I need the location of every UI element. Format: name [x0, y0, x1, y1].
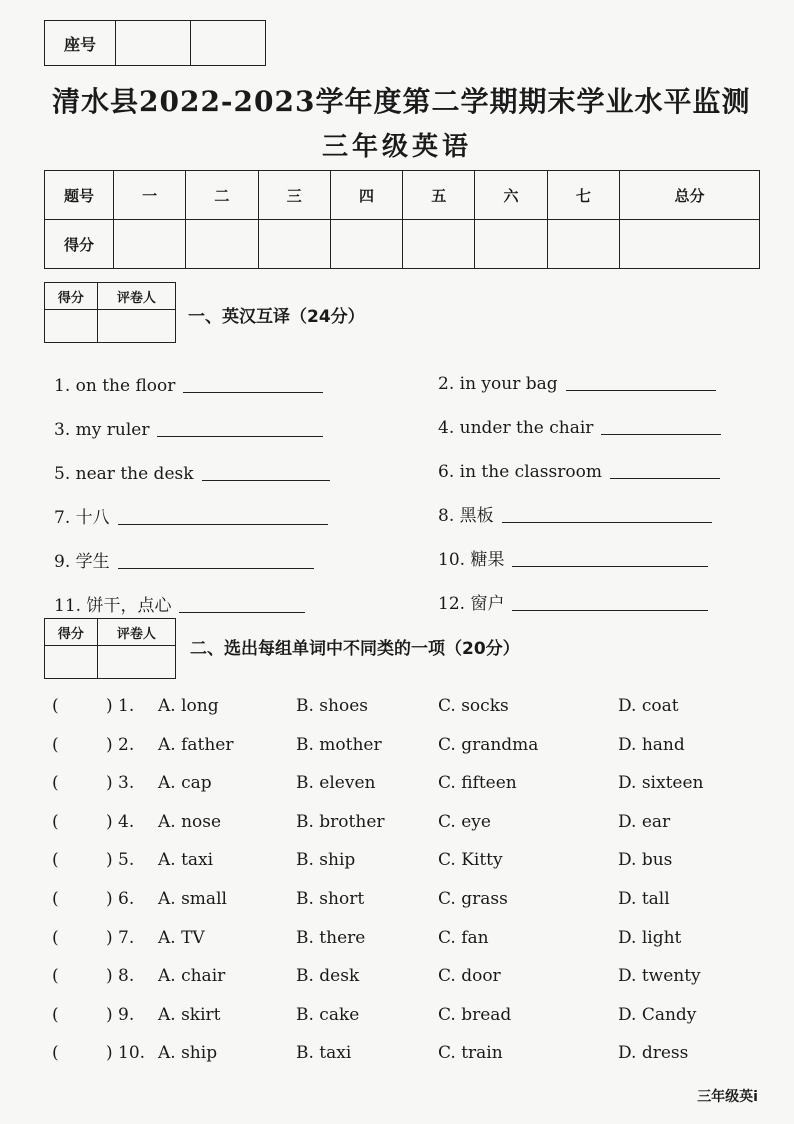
option-b: B. shoes: [296, 696, 368, 716]
option-b: B. eleven: [296, 773, 376, 793]
item-number: 2.: [438, 374, 455, 394]
option-b: B. ship: [296, 850, 356, 870]
translation-item: [54, 528, 330, 572]
section1-title: 一、英汉互译（24分）: [188, 307, 365, 327]
score-cell[interactable]: [475, 220, 547, 269]
option-b: B. there: [296, 928, 366, 948]
seat-cell-2[interactable]: [191, 21, 266, 66]
option-c: C. train: [438, 1043, 503, 1063]
item-number: 5.: [54, 464, 71, 484]
translation-item: [438, 394, 721, 438]
translation-item: [438, 570, 721, 614]
item-text: near the desk: [75, 464, 194, 484]
item-text: on the floor: [75, 376, 176, 396]
option-a: A. small: [158, 889, 227, 909]
section1-left-column: [54, 352, 330, 616]
answer-line[interactable]: [566, 389, 716, 391]
answer-line[interactable]: [183, 391, 323, 393]
seat-label: 座号: [45, 21, 116, 66]
option-d: D. Candy: [618, 1005, 697, 1025]
question-number: ) 6.: [106, 889, 135, 909]
section1-right-column: [438, 350, 721, 614]
option-c: C. grass: [438, 889, 508, 909]
column-header: 二: [186, 171, 258, 220]
option-c: C. grandma: [438, 735, 539, 755]
score-cell[interactable]: [619, 220, 759, 269]
column-header: 四: [330, 171, 402, 220]
option-d: D. ear: [618, 812, 671, 832]
option-b: B. cake: [296, 1005, 360, 1025]
question-number: ) 10.: [106, 1043, 146, 1063]
grader-score-cell[interactable]: [45, 646, 98, 679]
option-b: B. taxi: [296, 1043, 352, 1063]
option-c: C. fifteen: [438, 773, 517, 793]
option-a: A. TV: [158, 928, 205, 948]
score-table: [44, 170, 760, 269]
item-text: my ruler: [75, 420, 150, 440]
option-d: D. dress: [618, 1043, 689, 1063]
item-number: 3.: [54, 420, 71, 440]
answer-paren[interactable]: (: [52, 928, 59, 948]
item-number: 7.: [54, 508, 71, 528]
answer-paren[interactable]: (: [52, 812, 59, 832]
answer-line[interactable]: [512, 609, 708, 611]
translation-item: [54, 484, 330, 528]
answer-paren[interactable]: (: [52, 773, 59, 793]
grader-score-cell[interactable]: [45, 310, 98, 343]
option-a: A. nose: [158, 812, 222, 832]
grader-score-label: 得分: [45, 283, 98, 310]
option-d: D. twenty: [618, 966, 701, 986]
answer-paren[interactable]: (: [52, 696, 59, 716]
translation-item: [438, 526, 721, 570]
grader-reviewer-cell[interactable]: [97, 310, 175, 343]
column-header: 七: [547, 171, 619, 220]
option-c: C. bread: [438, 1005, 512, 1025]
item-text: in the classroom: [459, 462, 602, 482]
section2-grader-box: [44, 618, 176, 679]
option-c: C. door: [438, 966, 501, 986]
option-d: D. hand: [618, 735, 685, 755]
exam-title: 清水县2022-2023学年度第二学期期末学业水平监测: [52, 85, 751, 118]
item-number: 10.: [438, 550, 466, 570]
option-b: B. short: [296, 889, 365, 909]
answer-paren[interactable]: (: [52, 1005, 59, 1025]
column-header: 五: [403, 171, 475, 220]
column-header: 总分: [619, 171, 759, 220]
item-number: 8.: [438, 506, 455, 526]
option-c: C. eye: [438, 812, 491, 832]
question-number-label: 题号: [45, 171, 114, 220]
translation-item: [54, 440, 330, 484]
option-a: A. chair: [158, 966, 226, 986]
answer-line[interactable]: [202, 479, 330, 481]
answer-line[interactable]: [502, 521, 712, 523]
grader-reviewer-label: 评卷人: [97, 619, 175, 646]
translation-item: [54, 352, 330, 396]
score-cell[interactable]: [114, 220, 186, 269]
footer-label: 三年级英i: [697, 1089, 758, 1105]
grader-score-label: 得分: [45, 619, 98, 646]
item-text: 饼干，点心: [86, 596, 172, 616]
item-text: under the chair: [459, 418, 594, 438]
option-c: C. fan: [438, 928, 489, 948]
question-number: ) 9.: [106, 1005, 135, 1025]
section1-grader-box: [44, 282, 176, 343]
score-cell[interactable]: [403, 220, 475, 269]
answer-paren[interactable]: (: [52, 966, 59, 986]
question-number: ) 8.: [106, 966, 135, 986]
option-d: D. bus: [618, 850, 673, 870]
question-number: ) 5.: [106, 850, 135, 870]
option-b: B. desk: [296, 966, 360, 986]
item-text: 黑板: [459, 506, 494, 526]
option-b: B. mother: [296, 735, 382, 755]
answer-line[interactable]: [157, 435, 323, 437]
score-cell[interactable]: [547, 220, 619, 269]
translation-item: [54, 396, 330, 440]
item-text: in your bag: [459, 374, 558, 394]
option-d: D. coat: [618, 696, 679, 716]
score-cell[interactable]: [330, 220, 402, 269]
item-number: 1.: [54, 376, 71, 396]
answer-line[interactable]: [512, 565, 708, 567]
option-d: D. tall: [618, 889, 670, 909]
exam-subtitle: 三年级英语: [321, 132, 472, 162]
answer-line[interactable]: [118, 567, 314, 569]
section2-title: 二、选出每组单词中不同类的一项（20分）: [190, 639, 520, 659]
seat-number-box: [44, 20, 266, 66]
grader-reviewer-label: 评卷人: [97, 283, 175, 310]
score-cell[interactable]: [258, 220, 330, 269]
column-header: 六: [475, 171, 547, 220]
option-a: A. ship: [158, 1043, 218, 1063]
option-d: D. sixteen: [618, 773, 704, 793]
question-number: ) 7.: [106, 928, 135, 948]
question-number: ) 4.: [106, 812, 135, 832]
seat-cell-1[interactable]: [116, 21, 191, 66]
option-c: C. socks: [438, 696, 509, 716]
answer-paren[interactable]: (: [52, 1043, 59, 1063]
translation-item: [438, 438, 721, 482]
item-number: 11.: [54, 596, 82, 616]
answer-paren[interactable]: (: [52, 850, 59, 870]
score-table-score-row: [45, 220, 760, 269]
column-header: 三: [258, 171, 330, 220]
question-number: ) 1.: [106, 696, 135, 716]
item-number: 9.: [54, 552, 71, 572]
score-table-header-row: [45, 171, 760, 220]
option-d: D. light: [618, 928, 682, 948]
option-b: B. brother: [296, 812, 385, 832]
translation-item: [54, 572, 330, 616]
option-a: A. cap: [158, 773, 212, 793]
option-a: A. father: [158, 735, 234, 755]
question-number: ) 2.: [106, 735, 135, 755]
item-text: 学生: [75, 552, 110, 572]
item-text: 糖果: [470, 550, 505, 570]
column-header: 一: [114, 171, 186, 220]
option-c: C. Kitty: [438, 850, 503, 870]
item-number: 6.: [438, 462, 455, 482]
option-a: A. skirt: [158, 1005, 221, 1025]
item-text: 窗户: [470, 594, 505, 614]
item-number: 12.: [438, 594, 466, 614]
grader-reviewer-cell[interactable]: [97, 646, 175, 679]
item-text: 十八: [75, 508, 110, 528]
translation-item: [438, 350, 721, 394]
answer-line[interactable]: [601, 433, 721, 435]
question-number: ) 3.: [106, 773, 135, 793]
answer-line[interactable]: [118, 523, 328, 525]
answer-paren[interactable]: (: [52, 889, 59, 909]
answer-paren[interactable]: (: [52, 735, 59, 755]
option-a: A. long: [158, 696, 219, 716]
answer-line[interactable]: [610, 477, 720, 479]
score-cell[interactable]: [186, 220, 258, 269]
answer-line[interactable]: [179, 611, 305, 613]
score-label: 得分: [45, 220, 114, 269]
translation-item: [438, 482, 721, 526]
item-number: 4.: [438, 418, 455, 438]
option-a: A. taxi: [158, 850, 214, 870]
